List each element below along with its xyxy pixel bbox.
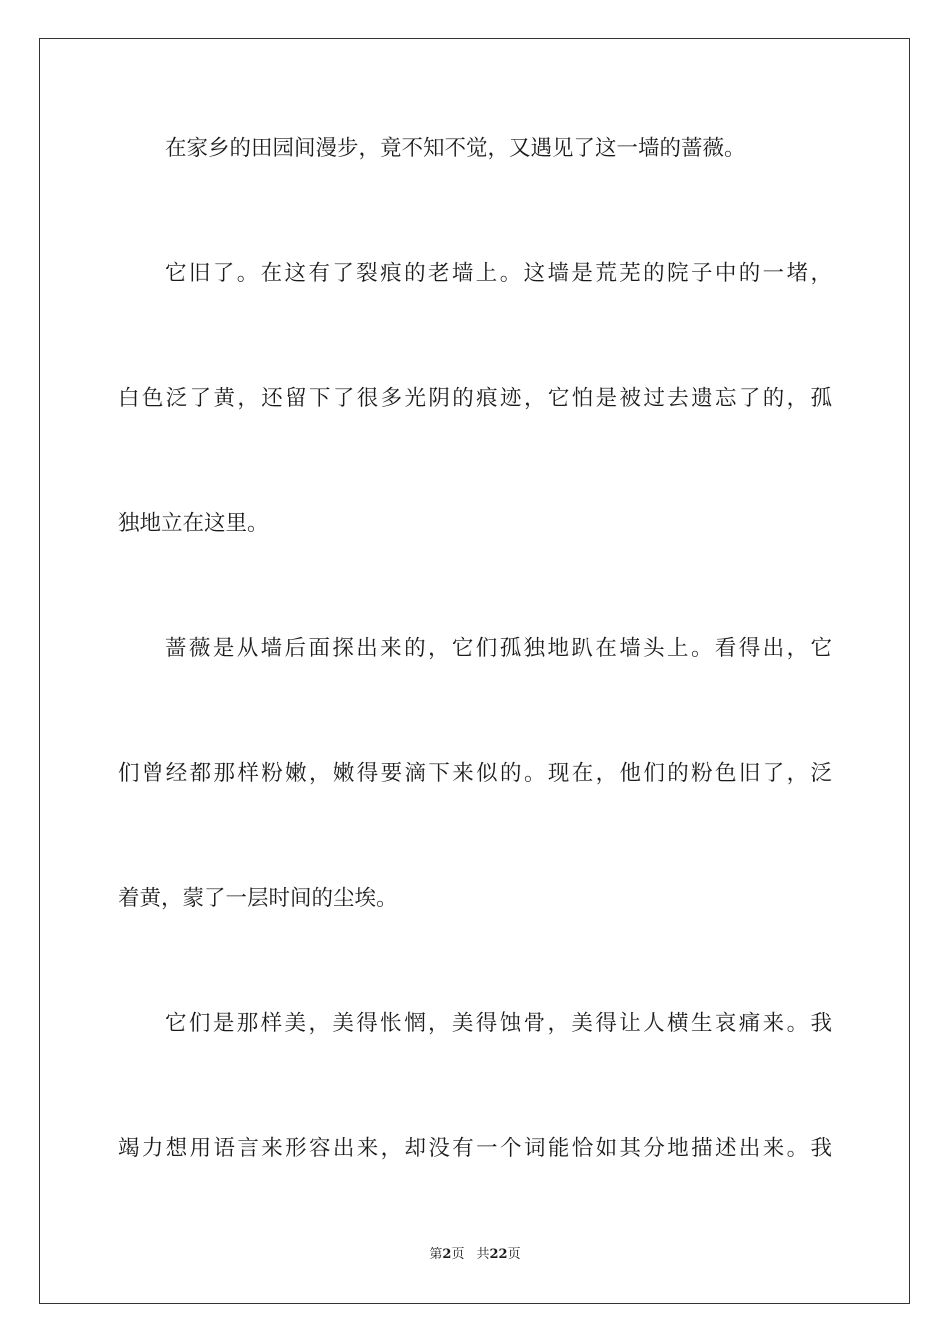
text-line-1: 在家乡的田园间漫步，竟不知不觉，又遇见了这一墙的蔷薇。	[165, 136, 746, 161]
page-footer	[0, 1245, 950, 1265]
text-line-2: 它旧了。在这有了裂痕的老墙上。这墙是荒芜的院子中的一堵，	[165, 261, 832, 286]
page-suffix: 页	[451, 1247, 465, 1262]
text-line-3: 白色泛了黄，还留下了很多光阴的痕迹，它怕是被过去遗忘了的，孤	[118, 386, 832, 411]
total-prefix: 共	[476, 1247, 490, 1262]
total-pages: 22	[489, 1247, 508, 1262]
page-prefix: 第	[429, 1247, 443, 1262]
page-border	[39, 38, 910, 1304]
page-number: 2	[442, 1247, 452, 1262]
text-line-8: 它们是那样美，美得怅惘，美得蚀骨，美得让人横生哀痛来。我	[165, 1011, 832, 1036]
text-line-9: 竭力想用语言来形容出来，却没有一个词能恰如其分地描述出来。我	[118, 1136, 832, 1161]
text-line-6: 们曾经都那样粉嫩，嫩得要滴下来似的。现在，他们的粉色旧了，泛	[118, 761, 832, 786]
text-line-4: 独地立在这里。	[118, 511, 269, 536]
text-line-5: 蔷薇是从墙后面探出来的，它们孤独地趴在墙头上。看得出，它	[165, 636, 832, 661]
text-line-7: 着黄，蒙了一层时间的尘埃。	[118, 886, 398, 911]
total-suffix: 页	[507, 1247, 521, 1262]
